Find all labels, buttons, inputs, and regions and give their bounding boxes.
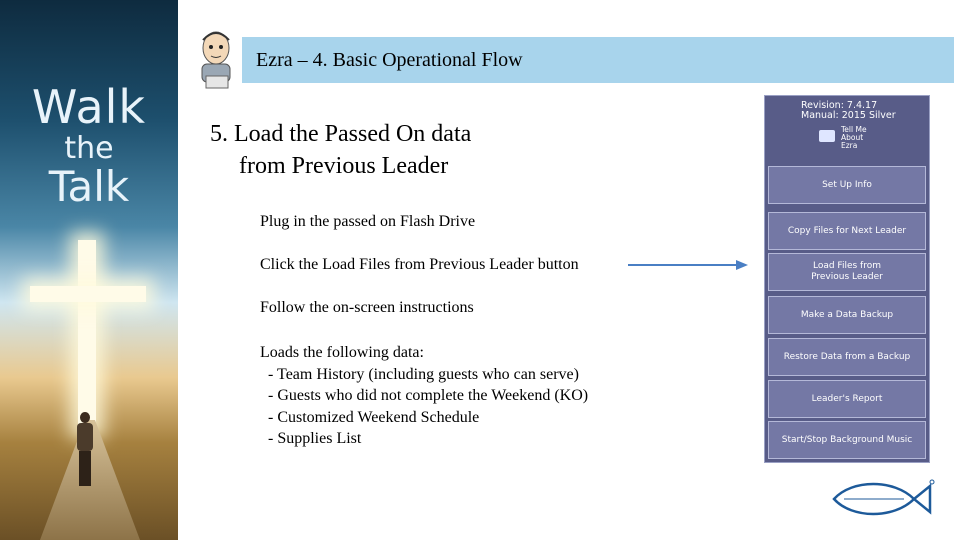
loads-item: - Team History (including guests who can serve) <box>268 365 579 383</box>
kairos-fish-logo <box>828 476 936 522</box>
step-heading <box>210 118 471 182</box>
background-music-button[interactable]: Start/Stop Background Music <box>768 421 926 459</box>
cross-vertical <box>78 240 96 430</box>
tell-me-about-ezra-button[interactable] <box>819 126 889 148</box>
tell-me-label: Tell Me About Ezra <box>841 125 867 150</box>
step-item: Follow the on-screen instructions <box>260 299 474 316</box>
loads-intro: Loads the following data: <box>260 344 424 361</box>
slide-title-bar <box>242 37 954 83</box>
loads-item: - Supplies List <box>268 430 362 447</box>
ezra-menu-panel <box>764 95 930 463</box>
loads-list <box>260 342 588 450</box>
banner-word-walk: Walk <box>31 80 147 134</box>
leaders-report-button[interactable]: Leader's Report <box>768 380 926 418</box>
pointer-arrow <box>628 257 748 273</box>
version-info <box>801 101 896 121</box>
make-backup-button[interactable]: Make a Data Backup <box>768 296 926 334</box>
load-files-button[interactable]: Load Files from Previous Leader <box>768 253 926 291</box>
walking-figure <box>74 412 96 486</box>
manual-text: Manual: 2015 Silver <box>801 110 896 121</box>
step-item: Plug in the passed on Flash Drive <box>260 213 476 230</box>
copy-files-button[interactable]: Copy Files for Next Leader <box>768 212 926 250</box>
walk-the-talk-banner <box>0 0 178 540</box>
step-heading-line1: 5. Load the Passed On data <box>210 121 472 147</box>
slide-title: Ezra – 4. Basic Operational Flow <box>256 49 523 71</box>
step-heading-line2: from Previous Leader <box>239 153 449 179</box>
cross-horizontal <box>30 286 146 302</box>
step-item: Click the Load Files from Previous Leader button <box>260 256 579 273</box>
loads-item: - Customized Weekend Schedule <box>268 408 480 426</box>
restore-backup-button[interactable]: Restore Data from a Backup <box>768 338 926 376</box>
loads-item: - Guests who did not complete the Weekend (KO) <box>268 387 589 404</box>
ezra-icon <box>819 130 835 142</box>
banner-word-talk: Talk <box>48 162 130 211</box>
set-up-info-button[interactable]: Set Up Info <box>768 166 926 204</box>
revision-text: Revision: 7.4.17 <box>801 100 878 111</box>
banner-word-the: the <box>64 131 114 166</box>
cartoon-mascot-icon <box>188 26 244 92</box>
